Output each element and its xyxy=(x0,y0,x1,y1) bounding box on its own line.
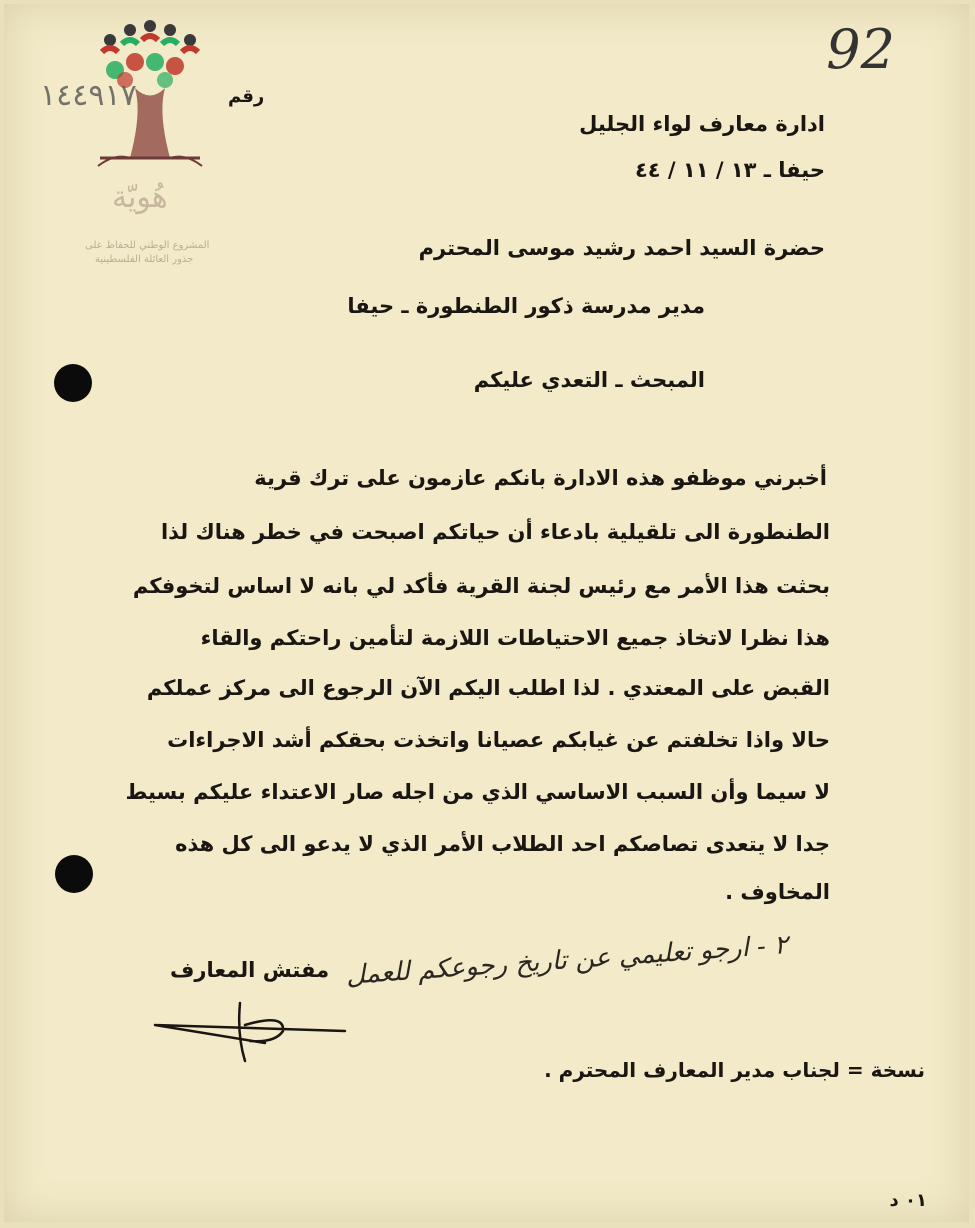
handwritten-note: ٢ - ارجو تعليمي عن تاريخ رجوعكم للعمل xyxy=(345,930,789,991)
body-line: حالا واذا تخلفتم عن غيابكم عصيانا واتخذت بحقكم أشد الاجراءات xyxy=(167,728,830,752)
body-line: هذا نظرا لاتخاذ جميع الاحتياطات اللازمة لتأمين راحتكم والقاء xyxy=(200,626,830,650)
logo-brand: هُويّة xyxy=(112,180,168,215)
body-line: المخاوف . xyxy=(725,880,830,904)
stamp-label: رقم xyxy=(228,86,265,107)
punch-hole-bottom xyxy=(55,855,93,893)
copy-line: نسخة = لجناب مدير المعارف المحترم . xyxy=(544,1058,925,1082)
body-line: جدا لا يتعدى تصاصكم احد الطلاب الأمر الذي لا يدعو الى كل هذه xyxy=(175,832,830,856)
body-line: القبض على المعتدي . لذا اطلب اليكم الآن الرجوع الى مركز عملكم xyxy=(146,676,830,700)
date-line: حيفا ـ ١٣ / ١١ / ٤٤ xyxy=(634,158,825,182)
logo-caption-line1: المشروع الوطني للحفاظ على xyxy=(85,240,210,251)
addressee-line1: حضرة السيد احمد رشيد موسى المحترم xyxy=(418,236,825,260)
logo-caption-line2: جذور العائلة الفلسطينية xyxy=(95,254,194,265)
body-line: الطنطورة الى تلقيلية بادعاء أن حياتكم اصبحت في خطر هناك لذا xyxy=(160,520,830,544)
punch-hole-top xyxy=(54,364,92,402)
footer-ref: ٠١ د xyxy=(889,1190,927,1211)
body-line: بحثت هذا الأمر مع رئيس لجنة القرية فأكد لي بانه لا اساس لتخوفكم xyxy=(132,574,830,598)
signature-mark xyxy=(145,995,360,1070)
body-line: لا سيما وأن السبب الاساسي الذي من اجله صار الاعتداء عليكم بسيط xyxy=(125,780,830,804)
body-line: أخبرني موظفو هذه الادارة بانكم عازمون على ترك قرية xyxy=(254,466,827,490)
office-name: ادارة معارف لواء الجليل xyxy=(579,112,825,136)
stamp-number: ١٤٤٩١٧ xyxy=(40,78,137,113)
signature-title: مفتش المعارف xyxy=(170,958,330,982)
page-number-handwritten: 92 xyxy=(826,18,895,81)
addressee-line2: مدير مدرسة ذكور الطنطورة ـ حيفا xyxy=(347,294,705,318)
subject-line: المبحث ـ التعدي عليكم xyxy=(473,368,705,392)
